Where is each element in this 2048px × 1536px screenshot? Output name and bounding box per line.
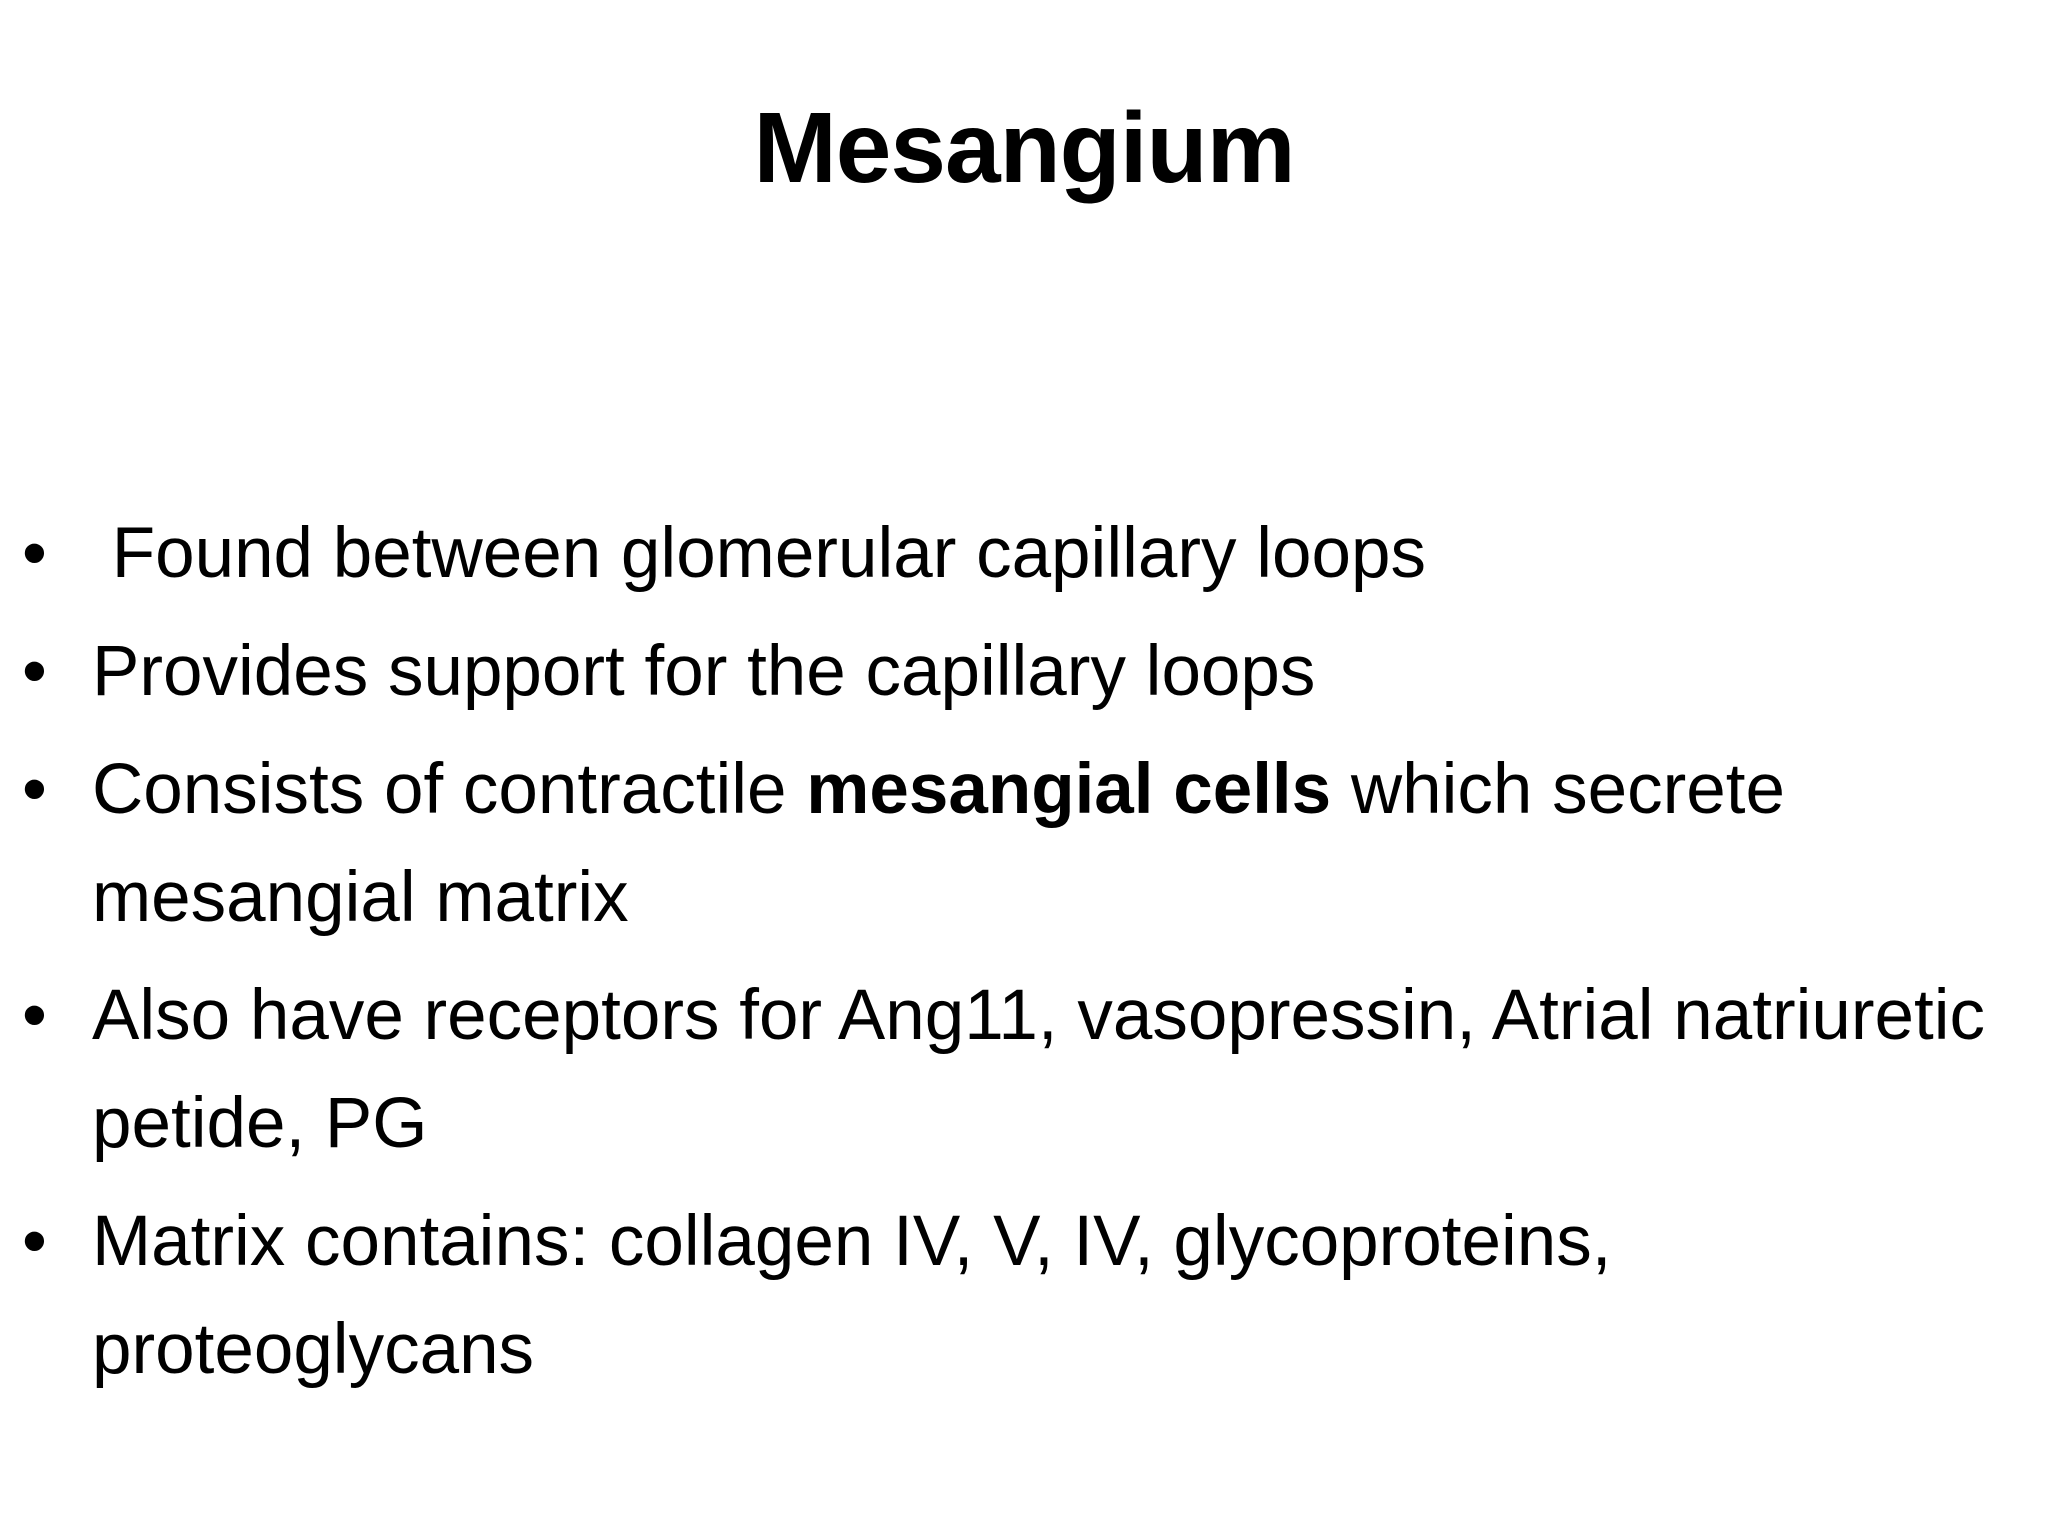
bullet-text-emphasis: mesangial cells: [806, 750, 1332, 829]
bullet-item: [20, 1188, 2000, 1404]
bullet-text: Also have receptors for Ang11, vasopressin, Atrial natriuretic petide, PG: [92, 976, 1985, 1163]
slide-title: Mesangium: [753, 92, 1295, 204]
bullet-icon: •: [22, 976, 47, 1055]
bullet-text: Provides support for the capillary loops: [92, 632, 1316, 711]
bullet-item: [20, 500, 2000, 608]
bullet-item: [20, 736, 2000, 952]
bullet-item: [20, 618, 2000, 726]
bullet-text: [92, 750, 1805, 937]
bullet-text-end: which secrete mesangial matrix: [92, 750, 1805, 937]
bullet-text: Found between glomerular capillary loops: [92, 514, 1426, 593]
bullet-icon: •: [22, 632, 47, 711]
bullet-icon: •: [22, 1202, 47, 1281]
bullet-text-start: Consists of contractile: [92, 750, 807, 829]
bullet-icon: •: [22, 750, 47, 829]
bullet-item: [20, 962, 2000, 1178]
bullet-list: [20, 500, 2000, 1404]
bullet-icon: •: [22, 514, 47, 593]
bullet-text: Matrix contains: collagen IV, V, IV, glycoproteins, proteoglycans: [92, 1202, 1612, 1389]
